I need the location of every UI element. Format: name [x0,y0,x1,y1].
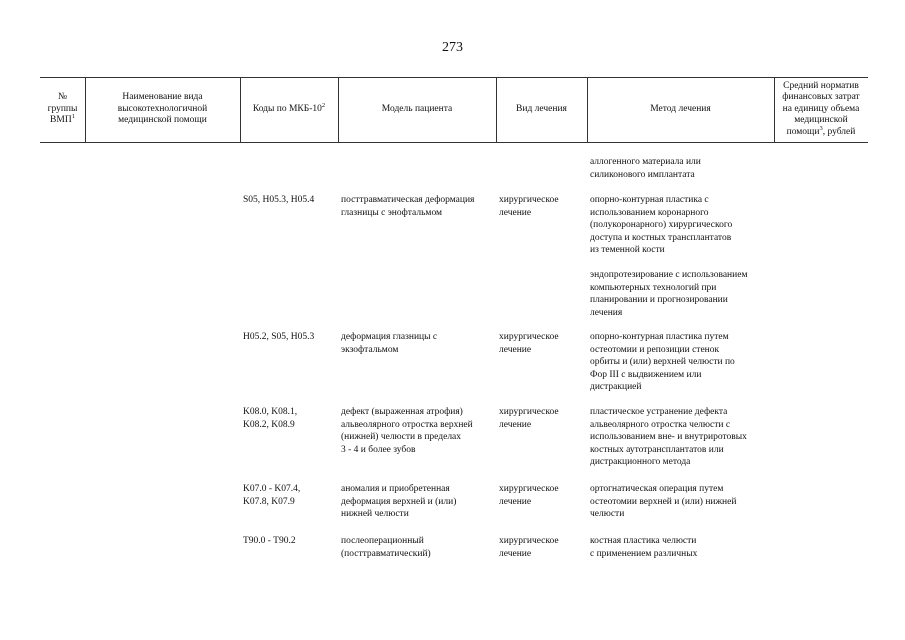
patient-model: послеоперационный (посттравматический) [341,536,431,559]
treatment-method: опорно-контурная пластика путем остеотомии и репозиции стенок орбиты и (или) верхней челюсти по Фор III с выдвижением или дистракцией [590,332,735,393]
header-patient-model: Модель пациента [381,103,453,114]
icd-codes: H05.2, S05, H05.3 [243,332,315,342]
header-icd-codes: Коды по МКБ-$10^2$ [252,101,326,114]
header-group-number: № группы ВМП$^1$ [47,92,78,126]
treatment-method: ортогнатическая операция путем остеотомии верхней и (или) нижней челюсти [590,484,737,520]
treatment-method: пластическое устранение дефекта альвеолярного отростка челюсти с использованием вне- и внутриротовых костных аутотрансплантатов или дистракционного метода [590,407,747,468]
icd-codes: S05, H05.3, H05.4 [243,195,315,205]
header-average-cost: Средний норматив финансовых затрат на единицу объема медицинской помощи$^3$, рублей [782,80,860,137]
header-treatment-type: Вид лечения [516,103,567,114]
patient-model: деформация глазницы с экзофтальмом [341,332,438,355]
treatment-type: хирургическое лечение [499,536,559,559]
treatment-type: хирургическое лечение [499,484,559,507]
table-header-bottom-border [40,142,868,143]
treatment-method: костная пластика челюсти с применением различных [590,536,698,559]
header-treatment-method: Метод лечения [650,103,711,114]
patient-model: дефект (выраженная атрофия) альвеолярного отростка верхней (нижней) челюсти в пределах 3 - 4 и более зубов [341,407,473,455]
icd-codes: T90.0 - T90.2 [243,536,296,546]
treatment-method: эндопротезирование с использованием компьютерных технологий при планировании и прогнозировании лечения [590,270,748,318]
treatment-method: опорно-контурная пластика с использованием коронарного (полукоронарного) хирургического доступа и костных трансплантатов из теменной кости [590,195,733,256]
treatment-type: хирургическое лечение [499,407,559,430]
page-number: 273 [442,40,463,55]
header-care-type-name: Наименование вида высокотехнологичной медицинской помощи [117,92,208,126]
icd-codes: K07.0 - K07.4, K07.8, K07.9 [243,484,301,507]
patient-model: аномалия и приобретенная деформация верхней и (или) нижней челюсти [341,484,457,520]
patient-model: посттравматическая деформация глазницы с энофтальмом [341,195,475,218]
treatment-type: хирургическое лечение [499,195,559,218]
icd-codes: K08.0, K08.1, K08.2, K08.9 [243,407,298,430]
treatment-type: хирургическое лечение [499,332,559,355]
treatment-method: аллогенного материала или силиконового имплантата [590,157,701,180]
